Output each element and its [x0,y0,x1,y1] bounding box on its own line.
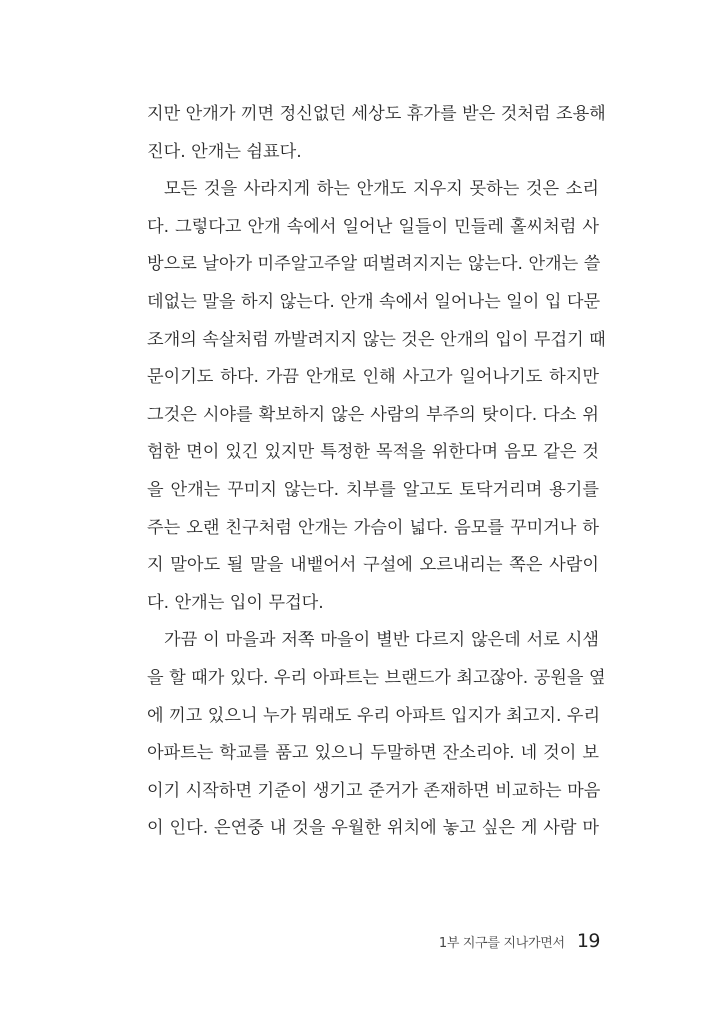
text-line: 방으로 날아가 미주알고주알 떠벌려지지는 않는다. 안개는 쓸 [147,254,601,275]
text-line: 모든 것을 사라지게 하는 안개도 지우지 못하는 것은 소리 [164,179,599,200]
text-line: 데없는 말을 하지 않는다. 안개 속에서 일어나는 일이 입 다문 [147,291,601,312]
text-line: 에 끼고 있으니 누가 뭐래도 우리 아파트 입지가 최고지. 우리 [147,705,601,726]
text-line: 지만 안개가 끼면 정신없던 세상도 휴가를 받은 것처럼 조용해 [147,104,606,124]
running-title: 1부 지구를 지나가면서 [438,935,565,951]
text-line: 가끔 이 마을과 저쪽 마을이 별반 다르지 않은데 서로 시샘 [164,630,599,651]
page-footer [420,926,600,956]
text-line: 을 할 때가 있다. 우리 아파트는 브랜드가 최고잖아. 공원을 옆 [147,667,606,688]
text-line: 이 인다. 은연중 내 것을 우월한 위치에 놓고 싶은 게 사람 마 [147,818,599,839]
text-line: 조개의 속살처럼 까발려지지 않는 것은 안개의 입이 무겁기 때 [147,329,606,350]
text-line: 아파트는 학교를 품고 있으니 두말하면 잔소리야. 네 것이 보 [147,743,599,764]
text-line: 다. 그렇다고 안개 속에서 일어난 일들이 민들레 홀씨처럼 사 [147,216,599,237]
text-line: 을 안개는 꾸미지 않는다. 치부를 알고도 토닥거리며 용기를 [147,479,599,500]
text-line: 험한 면이 있긴 있지만 특정한 목적을 위한다며 음모 같은 것 [147,442,599,463]
text-line: 주는 오랜 친구처럼 안개는 가슴이 넓다. 음모를 꾸미거나 하 [147,517,599,538]
text-line: 이기 시작하면 기준이 생기고 준거가 존재하면 비교하는 마음 [147,780,601,801]
text-line: 지 말아도 될 말을 내뱉어서 구설에 오르내리는 쪽은 사람이 [147,555,599,576]
text-line: 그것은 시야를 확보하지 않은 사람의 부주의 탓이다. 다소 위 [147,404,599,425]
body-text [147,96,606,848]
text-line: 다. 안개는 입이 무겁다. [147,592,324,613]
text-line: 문이기도 하다. 가끔 안개로 인해 사고가 일어나기도 하지만 [147,367,599,388]
page-number: 19 [576,930,600,952]
text-line: 진다. 안개는 쉼표다. [147,141,302,162]
